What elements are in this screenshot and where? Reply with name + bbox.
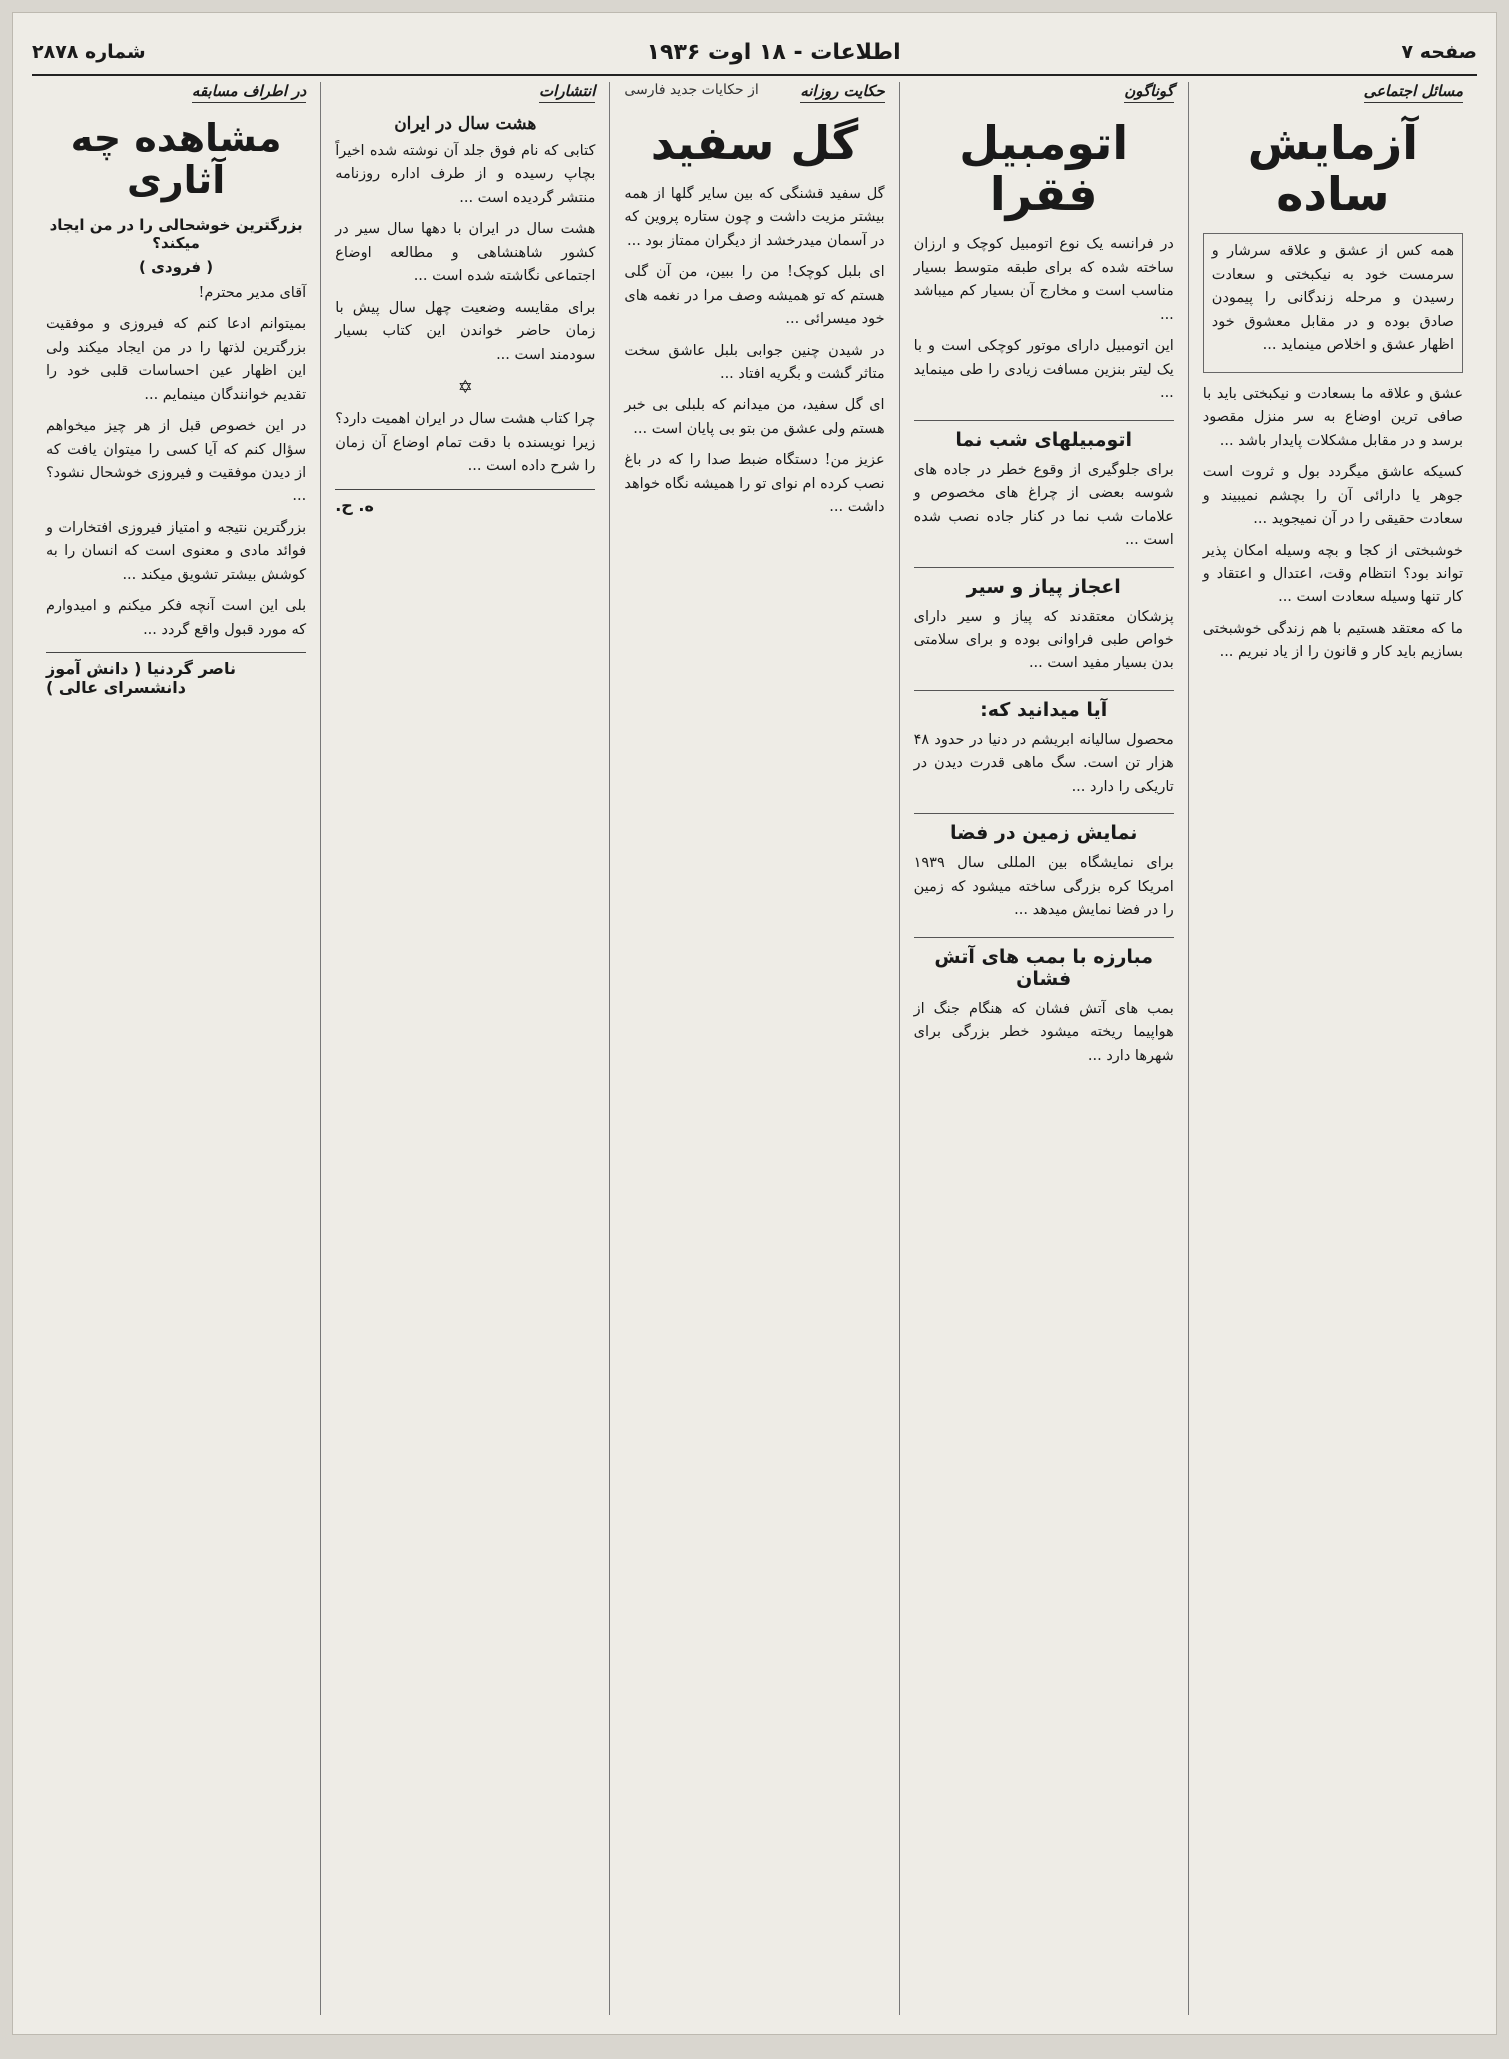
subsection-heading: نمایش زمین در فضا [914, 813, 1174, 844]
paragraph: عشق و علاقه ما بسعادت و نیکبختی باید با صافی ترین اوضاع به سر منزل مقصود برسد و در مقابل مشکلات پایدار باشد ... [1202, 385, 1463, 449]
paragraph: ما که معتقد هستیم با هم زندگی خوشبختی بسازیم باید کار و قانون را از یاد نبریم ... [1202, 620, 1463, 661]
article-subtitle: بزرگترین خوشحالی را در من ایجاد میکند؟ [49, 215, 303, 252]
section-tag: گوناگون [1124, 82, 1174, 103]
paragraph: در این خصوص قبل از هر چیز میخواهم سؤال کنم که آیا کسی را میتوان یافت که از دیدن موفقیت و فیروزی خوشحال نشود؟ ... [45, 418, 307, 505]
column-simple-test [1188, 82, 1477, 2015]
subsection-heading: اعجاز پیاز و سیر [914, 567, 1174, 598]
paragraph: برای مقایسه وضعیت چهل سال پیش با زمان حاضر خواندن این کتاب بسیار سودمند است ... [335, 299, 596, 363]
paragraph: گل سفید قشنگی که بین سایر گلها از همه بیشتر مزیت داشت و چون ستاره پروین که در آسمان میدرخشد از دیگران ممتاز بود ... [624, 185, 885, 249]
subsection-heading: اتومبیلهای شب نما [914, 420, 1174, 451]
column-eight-years [320, 82, 609, 2015]
paragraph: کتابی که نام فوق جلد آن نوشته شده اخیراً بچاپ رسیده و از طرف اداره روزنامه منتشر گردیده است ... [335, 143, 596, 206]
article-title: اتومبیل فقرا [959, 116, 1129, 221]
subsection-heading: مبارزه با بمب های آتش فشان [914, 937, 1174, 990]
author-signature: ناصر گردنیا ( دانش آموز دانشسرای عالی ) [46, 652, 306, 697]
article-intro-box [1203, 233, 1463, 372]
paragraph: بزرگترین نتیجه و امتیاز فیروزی افتخارات و فوائد مادی و معنوی است که انسان را به کوشش بیشتر تشویق میکند ... [45, 519, 307, 583]
article-title: گل سفید [650, 116, 859, 170]
paragraph: بمیتوانم ادعا کنم که فیروزی و موفقیت بزرگترین لذتها را در من ایجاد میکند ولی این اظهار عین احساسات قلبی خود را تقدیم خوانندگان مینمایم ... [45, 316, 307, 403]
paragraph: این اتومبیل دارای موتور کوچکی است و با یک لیتر بنزین مسافت زیادی را طی مینماید ... [913, 338, 1174, 402]
article-title: آزمایش ساده [1247, 116, 1419, 221]
section-tag: در اطراف مسابقه [192, 82, 306, 103]
column-cheap-car [899, 82, 1188, 2015]
section-tag: مسائل اجتماعی [1364, 82, 1463, 103]
paragraph: در شیدن چنین جوابی بلبل عاشق سخت متاثر گشت و بگریه افتاد ... [624, 342, 885, 382]
section-tag: حکایت روزانه [800, 82, 884, 103]
newspaper-page [12, 12, 1497, 2035]
column-white-flower [609, 82, 898, 2015]
paragraph: ای بلبل کوچک! من را ببین، من آن گلی هستم که تو همیشه وصف مرا در نغمه های خود میسرائی ... [624, 264, 885, 328]
author-signature: ه. ح. [335, 489, 595, 515]
paragraph: کسیکه عاشق میگردد بول و ثروت است جوهر یا دارائی آن را بچشم نمیبیند و سعادت حقیقی را در آن نمیجوید ... [1202, 464, 1463, 528]
subsection-text: برای جلوگیری از وقوع خطر در جاده های شوسه بعضی از چراغ های مخصوص و علامات شب نما در کنار جاده نصب شده است ... [913, 461, 1174, 549]
paragraph: همه کس از عشق و علاقه سرشار و سرمست خود به نیکبختی و سعادت رسیدن و مرحله زندگانی را پیمودن صادق بوده و در مقابل معشوق خود اظهار عشق و اخلاص مینماید ... [1211, 243, 1454, 354]
article-title: هشت سال در ایران [394, 114, 537, 134]
article-title: مشاهده چه آثاری [70, 116, 282, 202]
paragraph: چرا کتاب هشت سال در ایران اهمیت دارد؟ زیرا نویسنده با دقت تمام اوضاع آن زمان را شرح داده است ... [335, 411, 596, 475]
masthead [32, 30, 1477, 76]
paragraph: ای گل سفید، من میدانم که بلبلی بی خبر هستم ولی عشق من بتو بی پایان است ... [624, 397, 885, 437]
paragraph: عزیز من! دستگاه ضبط صدا را که در باغ نصب کرده ام نوای تو را همیشه نگاه خواهد داشت ... [624, 452, 885, 516]
paragraph: در فرانسه یک نوع اتومبیل کوچک و ارزان ساخته شده که برای طبقه متوسط بسیار مناسب است و مخارج آن بسیار کم میباشد ... [913, 236, 1174, 323]
section-tag: انتشارات [539, 82, 595, 103]
subsection-text: بمب های آتش فشان که هنگام جنگ از هواپیما ریخته میشود خطر بزرگی برای شهرها دارد ... [913, 1000, 1174, 1064]
subsection-text: محصول سالیانه ابریشم در دنیا در حدود ۴۸ هزار تن است. سگ ماهی قدرت دیدن در تاریکی را دارد ... [913, 731, 1174, 795]
column-contest [32, 82, 320, 2015]
article-subtitle-author: ( فرودی ) [139, 257, 214, 276]
star-divider-icon: ✡ [457, 377, 473, 399]
paragraph: خوشبختی از کجا و بچه وسیله امکان پذیر تواند بود؟ انتظام وقت، اعتدال و اعتقاد و کار تنها وسیله سعادت است ... [1202, 542, 1463, 606]
subsection-text: پزشکان معتقدند که پیاز و سیر دارای خواص طبی فراوانی بوده و برای سلامتی بدن بسیار مفید است ... [913, 608, 1174, 672]
paragraph: بلی این است آنچه فکر میکنم و امیدوارم که مورد قبول واقع گردد ... [45, 598, 307, 638]
date-title: اطلاعات - ۱۸ اوت ۱۹۳۶ [646, 39, 901, 65]
paragraph: هشت سال در ایران با دهها سال سیر در کشور شاهنشاهی و مطالعه اوضاع اجتماعی نگاشته شده است ... [335, 221, 596, 285]
issue-number: شماره ۲۸۷۸ [32, 41, 146, 63]
subsection-heading: آیا میدانید که: [914, 690, 1174, 721]
subsection-text: برای نمایشگاه بین المللی سال ۱۹۳۹ امریکا کره بزرگی ساخته میشود که زمین را در فضا نمایش میدهد ... [913, 855, 1174, 919]
section-subtag: از حکایات جدید فارسی [624, 82, 759, 98]
page-label: صفحه ۷ [1401, 41, 1477, 63]
article-columns [32, 82, 1477, 2015]
paragraph: آقای مدیر محترم! [198, 284, 307, 301]
